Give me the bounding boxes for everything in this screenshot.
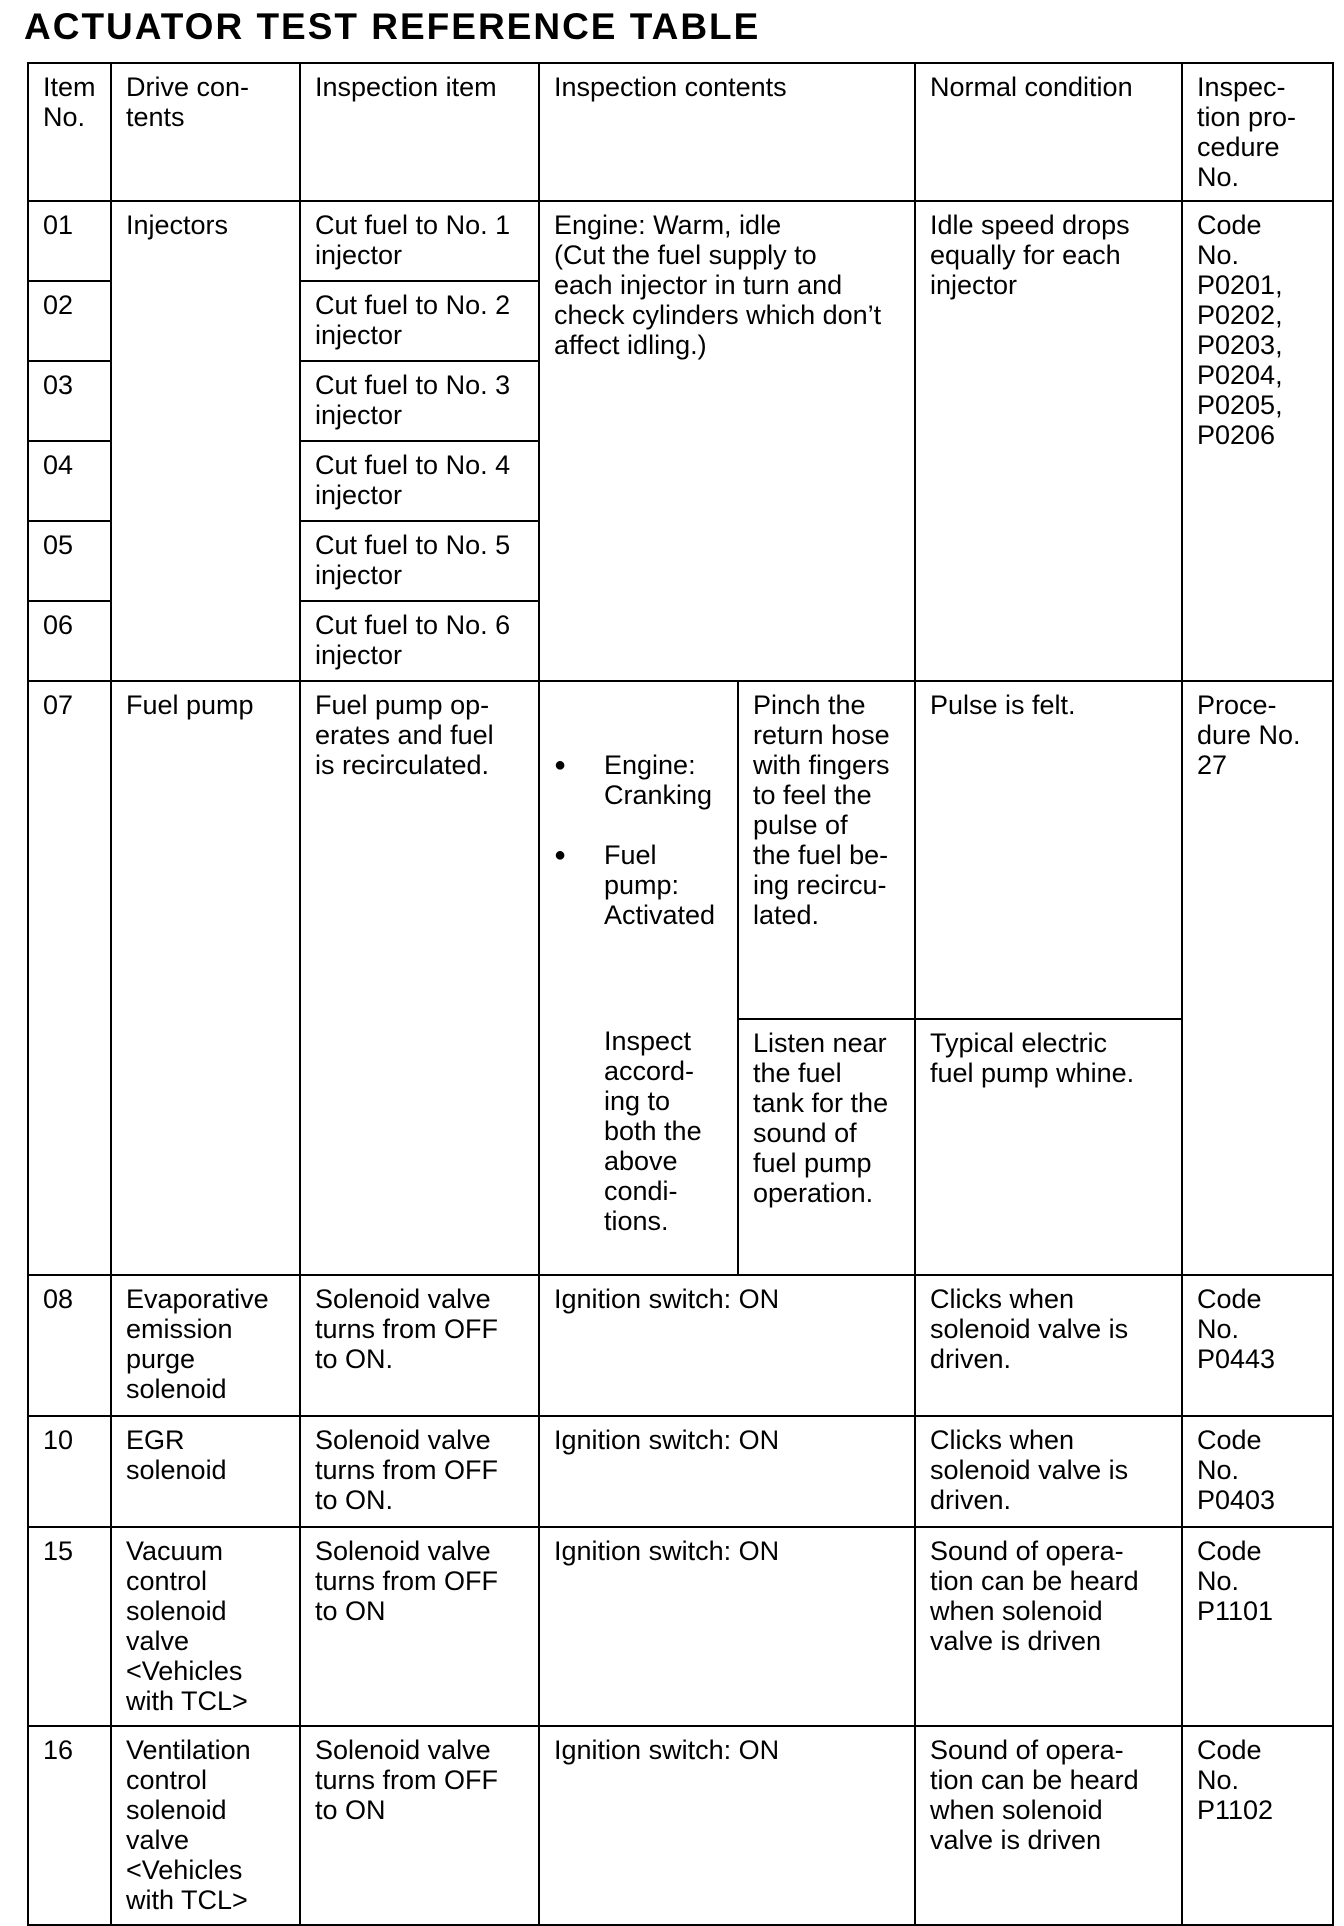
- drive-contents-cell: Ventilation control solenoid valve <Vehicles with TCL>: [111, 1726, 300, 1925]
- inspection-item-cell: Cut fuel to No. 6 injector: [300, 601, 539, 681]
- table-row: [28, 201, 1333, 281]
- item-no-cell: 15: [28, 1527, 111, 1726]
- inspection-contents-cell: Ignition switch: ON: [539, 1527, 915, 1726]
- normal-condition-cell: Pulse is felt.: [915, 681, 1182, 1019]
- procedure-cell: Code No. P0201, P0202, P0203, P0204, P0205, P0206: [1182, 201, 1333, 681]
- inspection-item-cell: Cut fuel to No. 3 injector: [300, 361, 539, 441]
- normal-condition-cell: Typical electric fuel pump whine.: [915, 1019, 1182, 1275]
- inspection-item-cell: Cut fuel to No. 5 injector: [300, 521, 539, 601]
- procedure-cell: Code No. P1101: [1182, 1527, 1333, 1726]
- inspection-item-cell: Cut fuel to No. 1 injector: [300, 201, 539, 281]
- condition-item: ● Fuel pump: Activated: [554, 840, 725, 930]
- inspection-method-cell: Pinch the return hose with fingers to feel the pulse of the fuel be- ing recircu- lated.: [738, 681, 915, 1019]
- table-row: [28, 1726, 1333, 1925]
- header-item-no: Item No.: [28, 63, 111, 201]
- drive-contents-cell: Fuel pump: [111, 681, 300, 1275]
- header-inspection-contents: Inspection contents: [539, 63, 915, 201]
- item-no-cell: 02: [28, 281, 111, 361]
- inspection-contents-cell: Ignition switch: ON: [539, 1416, 915, 1527]
- item-no-cell: 08: [28, 1275, 111, 1416]
- item-no-cell: 04: [28, 441, 111, 521]
- header-procedure-no: Inspec- tion pro- cedure No.: [1182, 63, 1333, 201]
- item-no-cell: 03: [28, 361, 111, 441]
- normal-condition-cell: Sound of opera- tion can be heard when solenoid valve is driven: [915, 1527, 1182, 1726]
- table-row: [28, 1416, 1333, 1527]
- item-no-cell: 05: [28, 521, 111, 601]
- inspection-contents-cell: Ignition switch: ON: [539, 1275, 915, 1416]
- normal-condition-cell: Clicks when solenoid valve is driven.: [915, 1416, 1182, 1527]
- normal-condition-cell: Sound of opera- tion can be heard when solenoid valve is driven: [915, 1726, 1182, 1925]
- procedure-cell: Code No. P0443: [1182, 1275, 1333, 1416]
- condition-item: ● Engine: Cranking: [554, 750, 725, 810]
- drive-contents-cell: Evaporative emission purge solenoid: [111, 1275, 300, 1416]
- normal-condition-cell: Clicks when solenoid valve is driven.: [915, 1275, 1182, 1416]
- inspection-contents-cell: Engine: Warm, idle (Cut the fuel supply to each injector in turn and check cylinders which don’t affect idling.): [539, 201, 915, 681]
- header-row: [28, 63, 1333, 201]
- normal-condition-cell: Idle speed drops equally for each injector: [915, 201, 1182, 681]
- inspection-conditions-cell: [539, 681, 738, 1275]
- table-row: [28, 1275, 1333, 1416]
- inspection-item-cell: Cut fuel to No. 2 injector: [300, 281, 539, 361]
- item-no-cell: 10: [28, 1416, 111, 1527]
- item-no-cell: 01: [28, 201, 111, 281]
- drive-contents-cell: Vacuum control solenoid valve <Vehicles with TCL>: [111, 1527, 300, 1726]
- actuator-test-table: [27, 62, 1334, 1926]
- condition-list: [554, 720, 725, 960]
- header-inspection-item: Inspection item: [300, 63, 539, 201]
- inspection-item-cell: Solenoid valve turns from OFF to ON: [300, 1527, 539, 1726]
- procedure-cell: Code No. P0403: [1182, 1416, 1333, 1527]
- drive-contents-cell: Injectors: [111, 201, 300, 681]
- header-drive-contents: Drive con- tents: [111, 63, 300, 201]
- inspection-method-cell: Listen near the fuel tank for the sound of fuel pump operation.: [738, 1019, 915, 1275]
- item-no-cell: 06: [28, 601, 111, 681]
- inspection-item-cell: Solenoid valve turns from OFF to ON.: [300, 1275, 539, 1416]
- procedure-cell: Code No. P1102: [1182, 1726, 1333, 1925]
- drive-contents-cell: EGR solenoid: [111, 1416, 300, 1527]
- item-no-cell: 07: [28, 681, 111, 1275]
- inspection-contents-cell: Ignition switch: ON: [539, 1726, 915, 1925]
- header-normal-condition: Normal condition: [915, 63, 1182, 201]
- inspection-item-cell: Solenoid valve turns from OFF to ON: [300, 1726, 539, 1925]
- table-row: [28, 681, 1333, 1019]
- condition-note: Inspect accord- ing to both the above condi- tions.: [604, 1026, 702, 1236]
- inspection-item-cell: Fuel pump op- erates and fuel is recirculated.: [300, 681, 539, 1275]
- inspection-item-cell: Solenoid valve turns from OFF to ON.: [300, 1416, 539, 1527]
- page-title: ACTUATOR TEST REFERENCE TABLE: [24, 6, 761, 47]
- item-no-cell: 16: [28, 1726, 111, 1925]
- procedure-cell: Proce- dure No. 27: [1182, 681, 1333, 1275]
- inspection-item-cell: Cut fuel to No. 4 injector: [300, 441, 539, 521]
- table-row: [28, 1527, 1333, 1726]
